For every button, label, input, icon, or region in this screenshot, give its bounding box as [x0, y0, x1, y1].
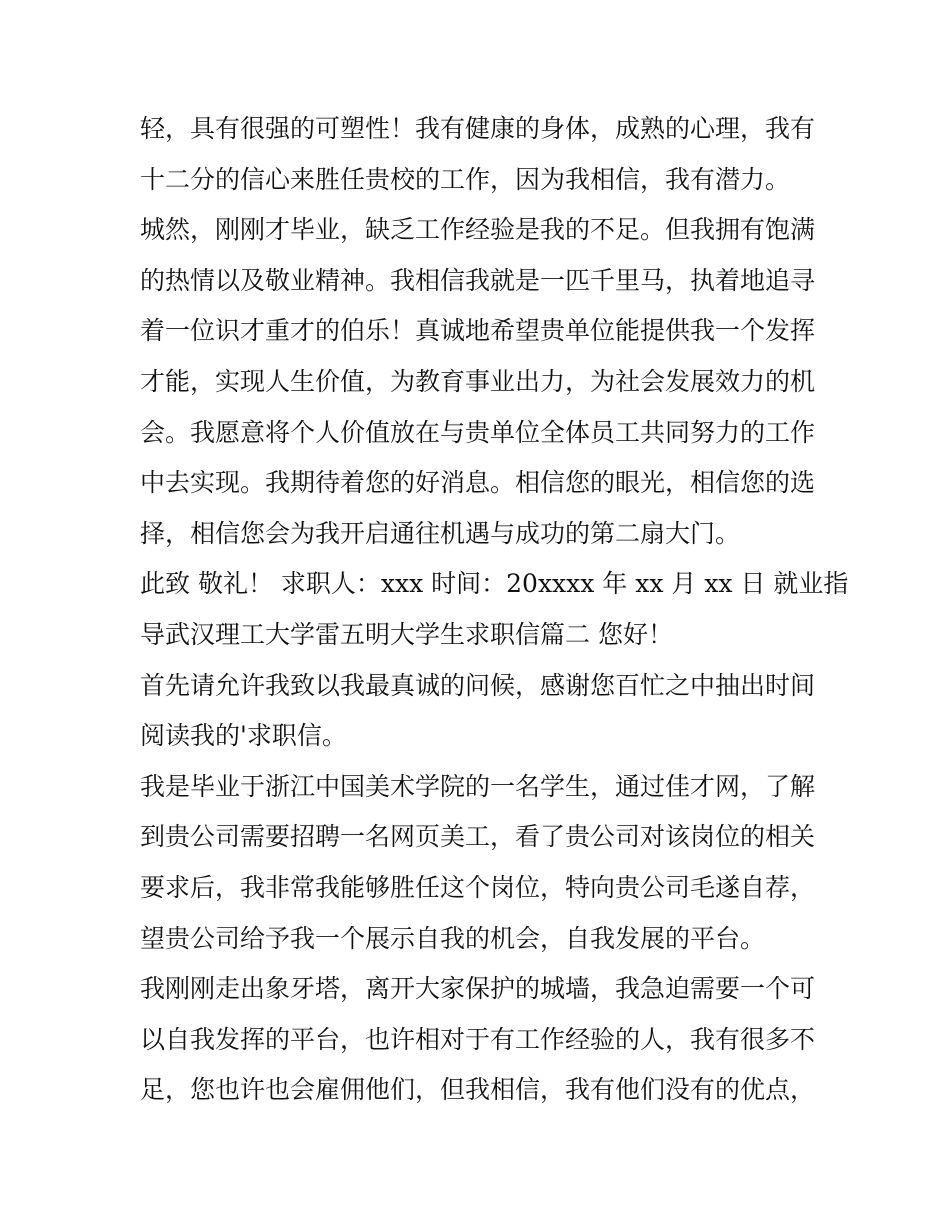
text-line: 城然，刚刚才毕业，缺乏工作经验是我的不足。但我拥有饱满 — [140, 215, 816, 245]
text-line: 首先请允许我致以我最真诚的问候，感谢您百忙之中抽出时间 — [140, 670, 816, 700]
text-line: 要求后，我非常我能够胜任这个岗位，特向贵公司毛遂自荐， — [140, 872, 816, 902]
text-line: 择，相信您会为我开启通往机遇与成功的第二扇大门。 — [140, 518, 741, 548]
text-line: 的热情以及敬业精神。我相信我就是一匹千里马，执着地追寻 — [140, 265, 816, 295]
text-line: 十二分的信心来胜任贵校的工作，因为我相信，我有潜力。 — [140, 164, 791, 194]
text-line: 足，您也许也会雇佣他们，但我相信，我有他们没有的优点， — [140, 1075, 816, 1105]
document-body — [140, 104, 849, 1116]
text-line: 导武汉理工大学雷五明大学生求职信篇二 您好！ — [140, 619, 673, 649]
text-line: 我是毕业于浙江中国美术学院的一名学生，通过佳才网，了解 — [140, 771, 816, 801]
text-line: 会。我愿意将个人价值放在与贵单位全体员工共同努力的工作 — [140, 417, 816, 447]
text-line: 着一位识才重才的伯乐！真诚地希望贵单位能提供我一个发挥 — [140, 316, 816, 346]
text-line: 到贵公司需要招聘一名网页美工，看了贵公司对该岗位的相关 — [140, 822, 816, 852]
text-line: 中去实现。我期待着您的好消息。相信您的眼光，相信您的选 — [140, 468, 816, 498]
text-line: 以自我发挥的平台，也许相对于有工作经验的人，我有很多不 — [140, 1024, 816, 1054]
text-line: 我刚刚走出象牙塔，离开大家保护的城墙，我急迫需要一个可 — [140, 974, 816, 1004]
text-line: 轻，具有很强的可塑性！我有健康的身体，成熟的心理，我有 — [140, 114, 816, 143]
text-line: 望贵公司给予我一个展示自我的机会，自我发展的平台。 — [140, 923, 766, 953]
text-line: 才能，实现人生价值，为教育事业出力，为社会发展效力的机 — [140, 366, 816, 396]
text-line: 此致 敬礼！ 求职人：xxx 时间：20xxxx 年 xx 月 xx 日 就业指 — [140, 569, 849, 599]
text-line: 阅读我的'求职信。 — [140, 721, 347, 751]
